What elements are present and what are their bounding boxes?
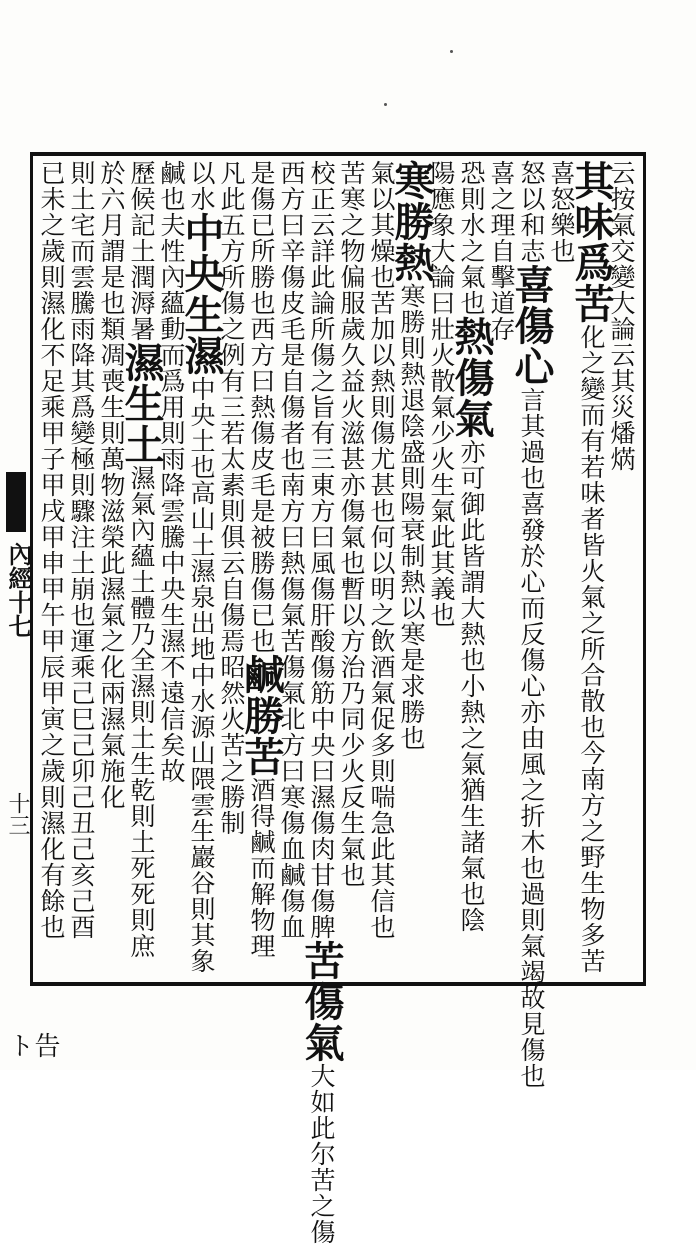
paper-speck — [450, 50, 453, 53]
text-column: 已未之歲則濕化不足乘甲子甲戌甲申甲午甲辰甲寅之歲則濕化有餘也 — [37, 160, 66, 940]
text-column: 是傷已所勝也西方曰熱傷皮毛是被勝傷已也鹹勝苦酒得鹹而解物理 — [238, 160, 285, 959]
paper-speck — [384, 103, 387, 106]
margin-page-number: 十三 — [5, 792, 30, 836]
text-column: 以水中央生濕中央土也高山土濕泉出地中水源山隈雲生巖谷則其象 — [178, 160, 225, 974]
text-column: 怒以和志喜傷心言其過也喜發於心而反傷心亦由風之折木也過則氣竭故見傷也 — [508, 160, 555, 1089]
text-column: 苦寒之物偏服歲久益火滋甚亦傷氣也暫以方治乃同少火反生氣也 — [337, 160, 366, 888]
text-column: 西方曰辛傷皮毛是自傷者也南方曰熱傷氣苦傷氣北方曰寒傷血鹹傷血 — [277, 160, 306, 940]
text-column: 其味爲苦化之變而有若味者皆火氣之所合散也今南方之野生物多苦 — [568, 160, 615, 974]
text-column: 陽應象大論曰壯火散氣少火生氣此其義也 — [427, 160, 456, 628]
text-column: 歷候記土潤溽暑濕生土濕氣內蘊土體乃全濕則土生乾則土死死則庶 — [118, 160, 165, 959]
text-column: 校正云詳此論所傷之旨有三東方曰風傷肝酸傷筋中央曰濕傷肉甘傷脾苦傷氣大如此尔苦之傷 — [298, 160, 345, 1245]
text-column: 則土宅而雲騰雨降其爲變極則驟注土崩也運乘己巳己卯己丑己亥己酉 — [67, 160, 96, 940]
text-columns — [37, 160, 636, 1245]
text-column: 喜怒樂也 — [547, 160, 576, 264]
text-column: 氣以其燥也苦加以熱則傷尤甚也何以明之飲酒氣促多則喘急此其信也 — [367, 160, 396, 940]
margin-title: 內經十七 — [4, 542, 33, 638]
text-column: 云按氣交變大論云其災燔焫 — [607, 160, 636, 472]
margin-note: 告ト — [4, 1032, 60, 1058]
text-column: 於六月謂是也類凋喪生則萬物滋榮此濕氣之化兩濕氣施化 — [97, 160, 126, 810]
text-column: 恐則水之氣也熱傷氣亦可御此皆謂大熱也小熱之氣猶生諸氣也陰 — [448, 160, 495, 933]
text-column: 寒勝熱寒勝則熱退陰盛則陽衰制熱以寒是求勝也 — [388, 160, 435, 751]
text-column: 鹹也夫性內蘊動而爲用則雨降雲騰中央生濕不遠信矣故 — [157, 160, 186, 784]
text-column: 凡此五方所傷之例有三若太素則俱云自傷焉昭然火苦之勝制 — [217, 160, 246, 836]
fold-block-mark — [6, 472, 26, 532]
text-column: 喜之理自擊道存 — [487, 160, 516, 342]
